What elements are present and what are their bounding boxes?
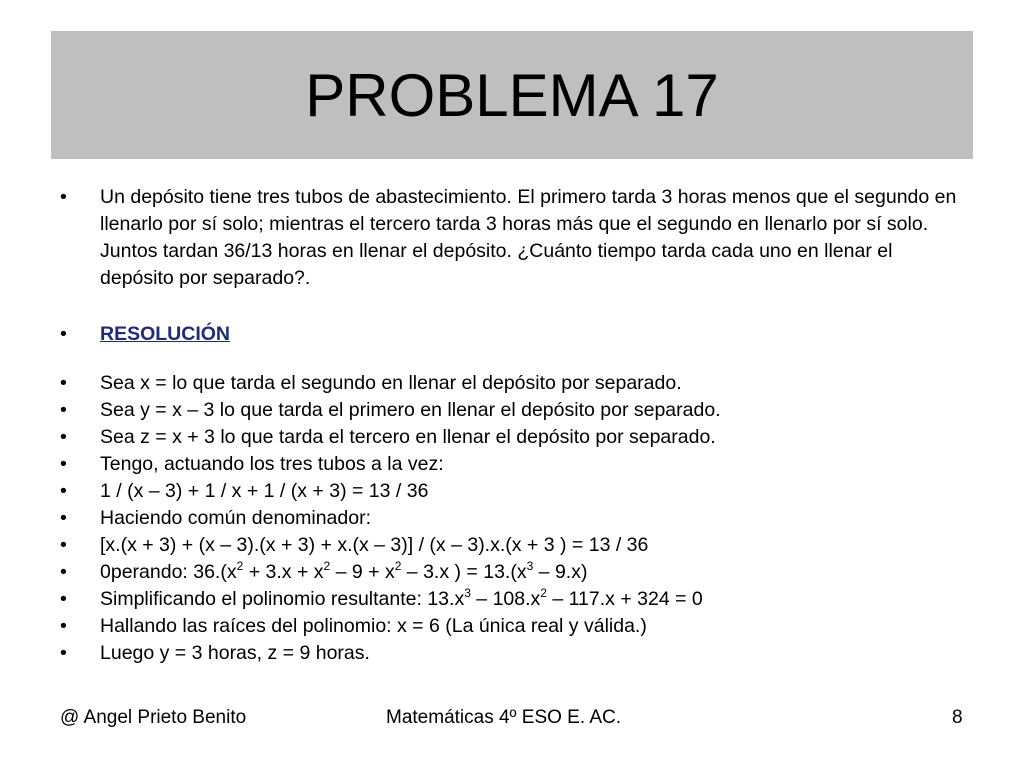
slide-title: PROBLEMA 17 (305, 61, 719, 129)
bullet-icon: • (60, 372, 67, 394)
step-text: Sea z = x + 3 lo que tarda el tercero en llenar el depósito por separado. (100, 426, 716, 448)
step-text: Luego y = 3 horas, z = 9 horas. (100, 642, 370, 664)
step-8 (60, 559, 960, 586)
footer-page-number: 8 (952, 707, 963, 728)
title-bar (51, 31, 973, 159)
step-1 (60, 370, 960, 397)
step-text-a: 0perando: 36.(x (100, 561, 237, 583)
step-4 (60, 451, 960, 478)
problem-text: Un depósito tiene tres tubos de abastecimiento. El primero tarda 3 horas menos que el segundo en llenarlo por sí solo; mientras el tercero tarda 3 horas más que el segundo en llenarlo por sí solo. Juntos tardan 36/13 horas en llenar el depósito. ¿Cuánto tiempo tarda cada uno en llenar el depósito por separado?. (100, 186, 957, 289)
step-2 (60, 397, 960, 424)
step-text-b: – 108.x (470, 588, 541, 610)
step-text-c: – 117.x + 324 = 0 (546, 588, 703, 610)
bullet-icon: • (60, 323, 67, 345)
step-text: Haciendo común denominador: (100, 507, 372, 529)
step-text: Tengo, actuando los tres tubos a la vez: (100, 453, 444, 475)
exponent: 2 (540, 585, 547, 600)
exponent: 3 (526, 558, 534, 573)
exponent: 2 (236, 558, 244, 573)
resolution-heading: RESOLUCIÓN (100, 323, 231, 345)
step-11 (60, 640, 960, 667)
step-text-d: – 3.x ) = 13.(x (401, 561, 527, 583)
step-5 (60, 478, 960, 505)
content-list (60, 184, 960, 667)
step-text: 1 / (x – 3) + 1 / x + 1 / (x + 3) = 13 / 36 (100, 480, 429, 502)
bullet-icon: • (60, 561, 67, 583)
resolution-item (60, 321, 960, 348)
step-text-b: + 3.x + x (243, 561, 324, 583)
step-text-e: – 9.x) (533, 561, 588, 583)
bullet-icon: • (60, 615, 67, 637)
bullet-icon: • (60, 453, 67, 475)
step-text: Sea y = x – 3 lo que tarda el primero en llenar el depósito por separado. (100, 399, 721, 421)
step-9 (60, 586, 960, 613)
footer-course: Matemáticas 4º ESO E. AC. (386, 707, 622, 728)
step-10 (60, 613, 960, 640)
step-6 (60, 505, 960, 532)
bullet-icon: • (60, 426, 67, 448)
step-text-c: – 9 + x (330, 561, 395, 583)
exponent: 3 (464, 585, 471, 600)
bullet-icon: • (60, 534, 67, 556)
step-text: Sea x = lo que tarda el segundo en llenar el depósito por separado. (100, 372, 682, 394)
bullet-icon: • (60, 507, 67, 529)
bullet-icon: • (60, 399, 67, 421)
step-text: [x.(x + 3) + (x – 3).(x + 3) + x.(x – 3)] / (x – 3).x.(x + 3 ) = 13 / 36 (100, 534, 649, 556)
exponent: 2 (323, 558, 331, 573)
footer-author: @ Angel Prieto Benito (60, 707, 247, 728)
exponent: 2 (394, 558, 402, 573)
step-3 (60, 424, 960, 451)
step-text: Hallando las raíces del polinomio: x = 6 (La única real y válida.) (100, 615, 647, 637)
step-7 (60, 532, 960, 559)
bullet-icon: • (60, 480, 67, 502)
bullet-icon: • (60, 186, 67, 208)
bullet-icon: • (60, 588, 67, 610)
step-text-a: Simplificando el polinomio resultante: 13.x (100, 588, 465, 610)
bullet-icon: • (60, 642, 67, 664)
problem-statement (60, 184, 960, 292)
